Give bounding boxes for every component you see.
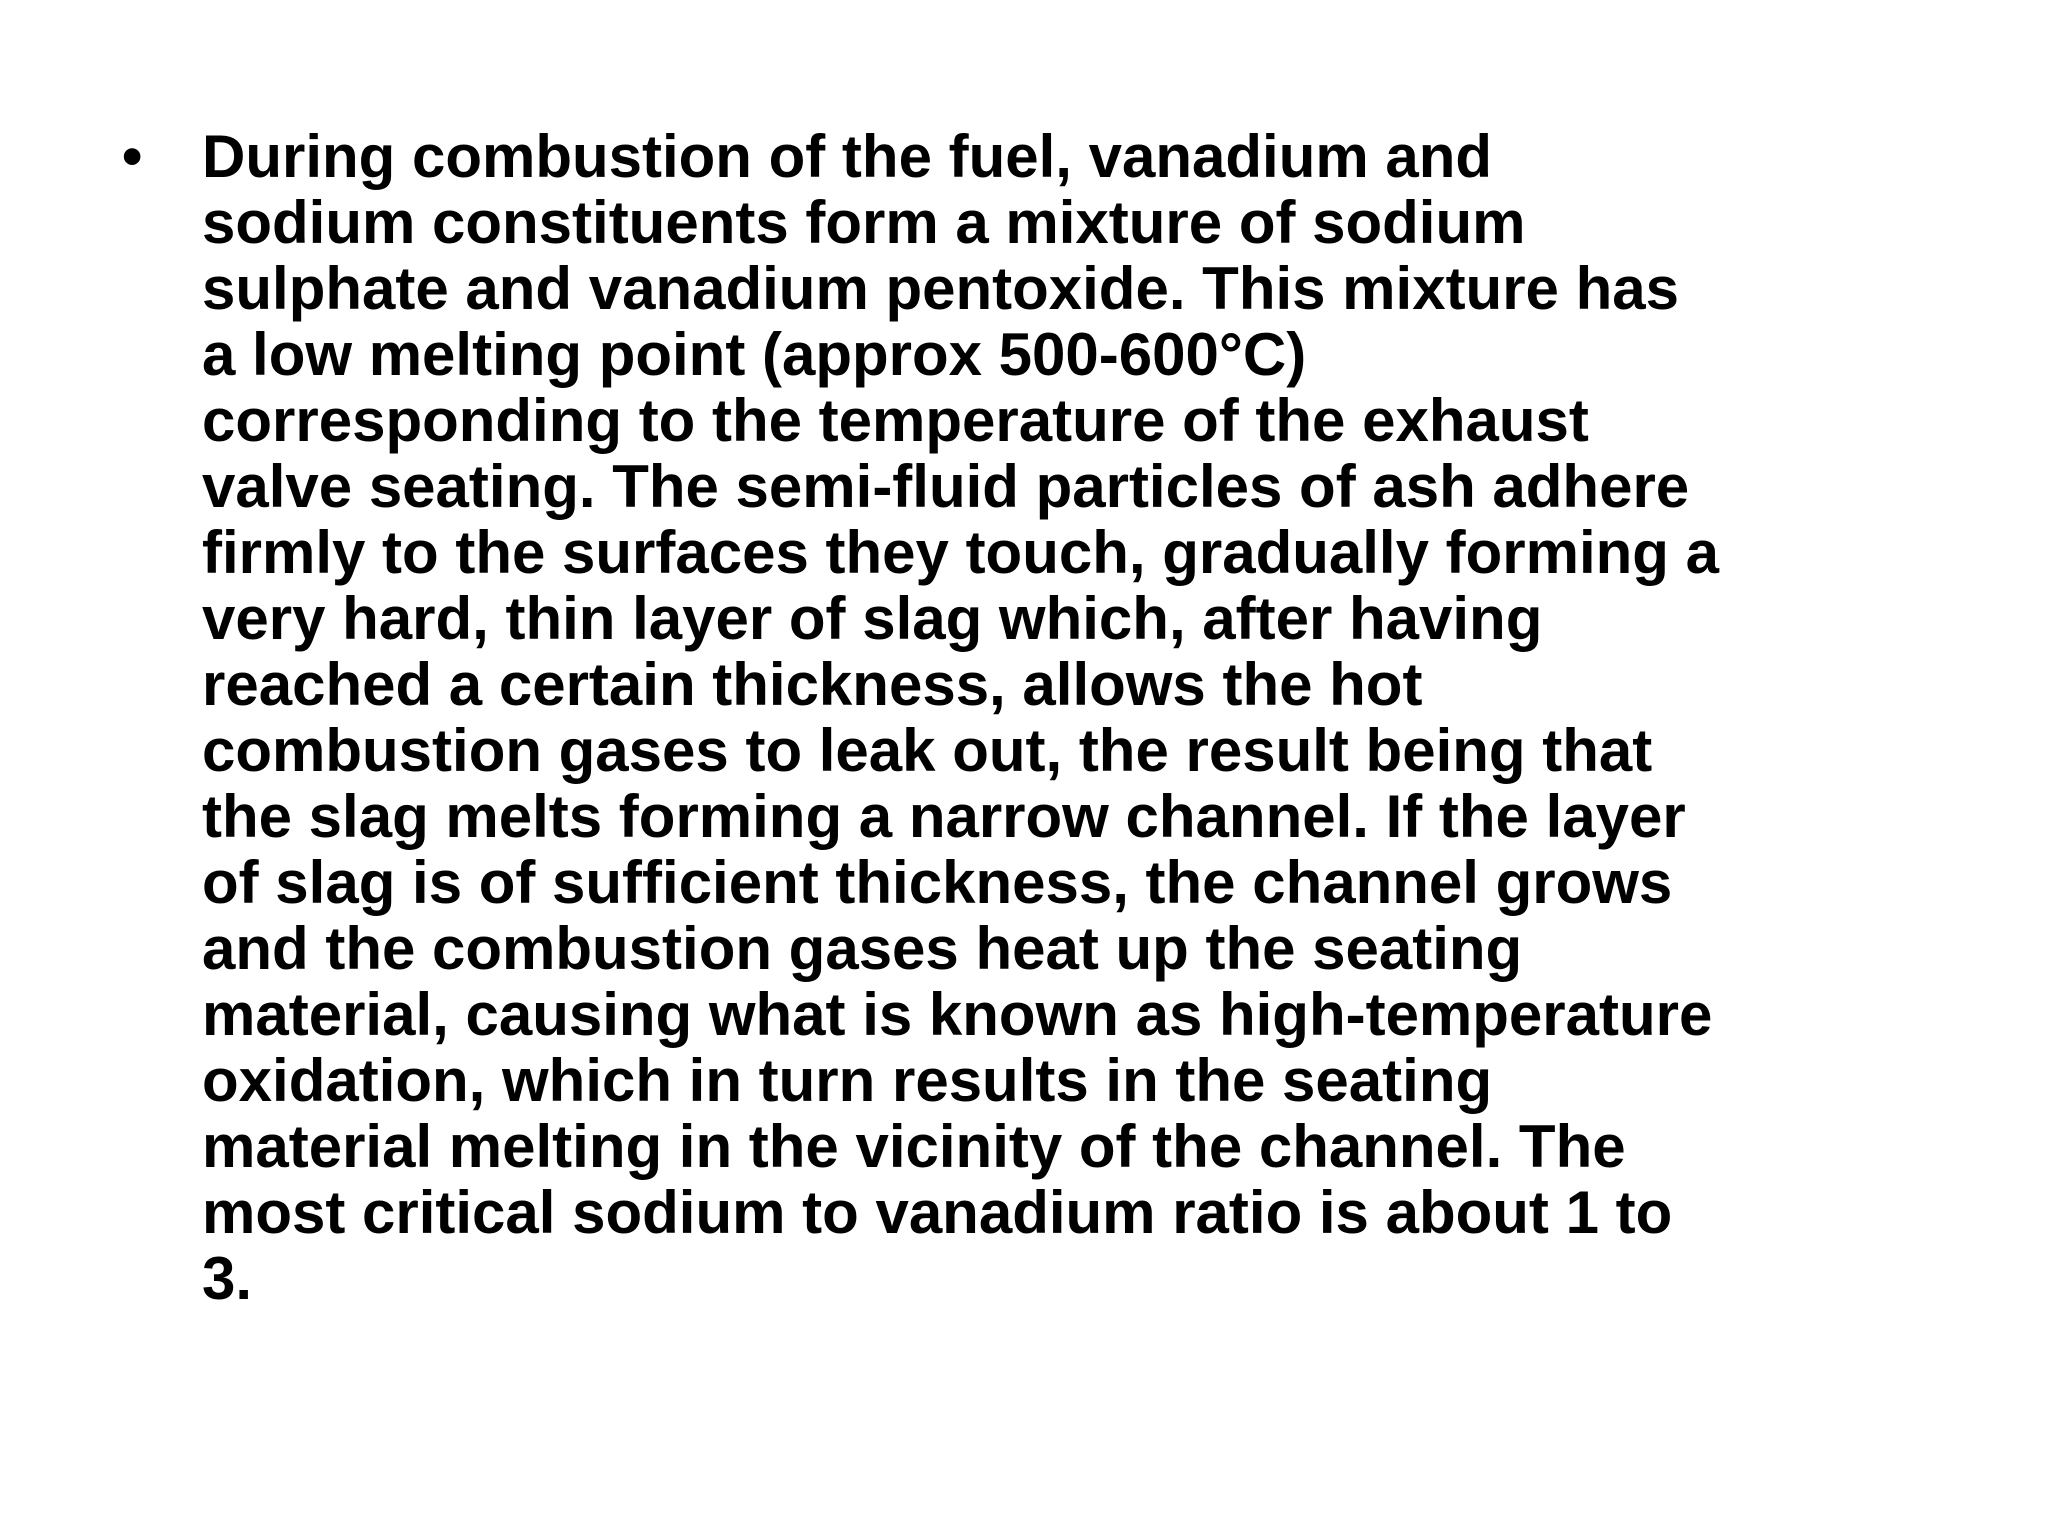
text-line: valve seating. The semi-fluid particles of ash adhere bbox=[202, 453, 1690, 520]
text-line: oxidation, which in turn results in the seating bbox=[202, 1047, 1493, 1114]
text-line: material, causing what is known as high-temperature bbox=[202, 981, 1713, 1048]
bullet-text bbox=[202, 124, 2002, 1312]
text-line: material melting in the vicinity of the channel. The bbox=[202, 1113, 1626, 1180]
text-line: a low melting point (approx 500-600°C) bbox=[202, 321, 1307, 388]
text-line: combustion gases to leak out, the result being that bbox=[202, 717, 1653, 784]
text-line: During combustion of the fuel, vanadium and bbox=[202, 123, 1493, 190]
text-line: of slag is of sufficient thickness, the channel grows bbox=[202, 849, 1673, 916]
text-line: firmly to the surfaces they touch, gradually forming a bbox=[202, 519, 1719, 586]
text-line: corresponding to the temperature of the exhaust bbox=[202, 387, 1589, 454]
text-line: reached a certain thickness, allows the hot bbox=[202, 651, 1423, 718]
bullet-marker: • bbox=[122, 124, 143, 189]
text-line: most critical sodium to vanadium ratio is about 1 to bbox=[202, 1179, 1673, 1246]
text-line: 3. bbox=[202, 1245, 253, 1312]
text-line: and the combustion gases heat up the seating bbox=[202, 915, 1523, 982]
text-line: the slag melts forming a narrow channel. If the layer bbox=[202, 783, 1686, 850]
text-line: very hard, thin layer of slag which, after having bbox=[202, 585, 1543, 652]
text-line: sulphate and vanadium pentoxide. This mixture has bbox=[202, 255, 1679, 322]
text-line: sodium constituents form a mixture of sodium bbox=[202, 189, 1526, 256]
